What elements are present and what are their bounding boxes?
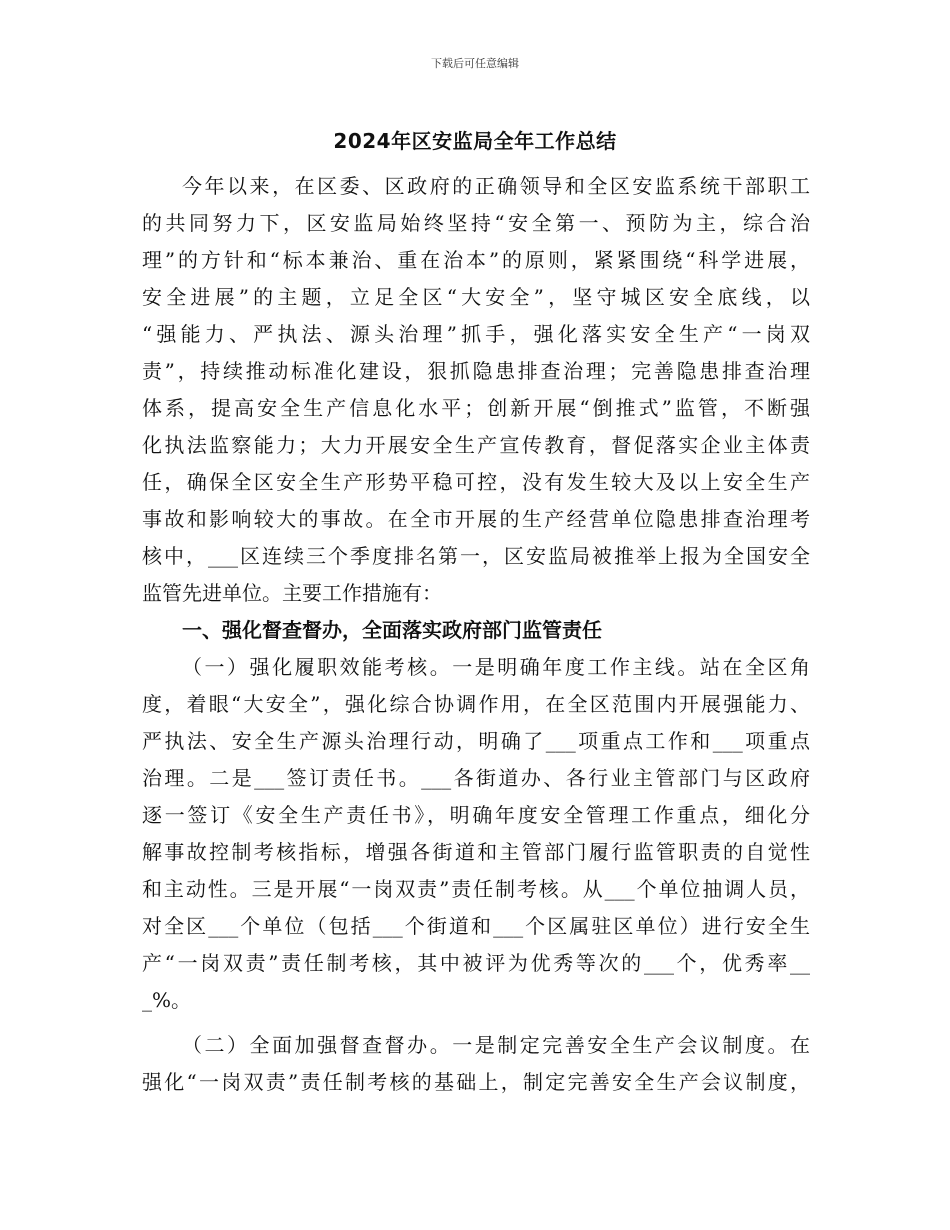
body-line: 强化“一岗双责”责任制考核的基础上，制定完善安全生产会议制度， [142, 1070, 810, 1094]
body-line: 核中，___区连续三个季度排名第一，区安监局被推举上报为全国安全 [142, 544, 810, 568]
body-line: 理”的方针和“标本兼治、重在治本”的原则，紧紧围绕“科学进展， [142, 248, 810, 272]
body-line: 任，确保全区安全生产形势平稳可控，没有发生较大及以上安全生产 [142, 470, 810, 494]
body-line: （一）强化履职效能考核。一是明确年度工作主线。站在全区角 [182, 655, 810, 679]
body-line: “强能力、严执法、源头治理”抓手，强化落实安全生产“一岗双 [142, 322, 810, 346]
body-line: 度，着眼“大安全”，强化综合协调作用，在全区范围内开展强能力、 [142, 692, 810, 716]
document-title: 2024年区安监局全年工作总结 [333, 129, 617, 153]
body-line: 逐一签订《安全生产责任书》，明确年度安全管理工作重点，细化分 [142, 803, 810, 827]
body-line: 今年以来，在区委、区政府的正确领导和全区安监系统干部职工 [182, 174, 810, 198]
body-line: （二）全面加强督查督办。一是制定完善安全生产会议制度。在 [182, 1033, 810, 1057]
body-line: 治理。二是___签订责任书。___各街道办、各行业主管部门与区政府 [142, 766, 810, 790]
body-line: 监管先进单位。主要工作措施有： [142, 581, 442, 605]
body-line: 安全进展”的主题，立足全区“大安全”，坚守城区安全底线，以 [142, 285, 810, 309]
body-line: 和主动性。三是开展“一岗双责”责任制考核。从___个单位抽调人员， [142, 877, 810, 901]
body-line: 化执法监察能力；大力开展安全生产宣传教育，督促落实企业主体责 [142, 433, 810, 457]
body-line: 的共同努力下，区安监局始终坚持“安全第一、预防为主，综合治 [142, 211, 810, 235]
paragraph-gap [142, 1019, 810, 1027]
section-heading: 一、强化督查督办，全面落实政府部门监管责任 [182, 618, 602, 642]
body-line: 事故和影响较大的事故。在全市开展的生产经营单位隐患排查治理考 [142, 507, 810, 531]
body-line: 严执法、安全生产源头治理行动，明确了___项重点工作和___项重点 [142, 729, 810, 753]
body-line: 对全区___个单位（包括___个街道和___个区属驻区单位）进行安全生 [142, 914, 810, 938]
body-line: 责”，持续推动标准化建设，狠抓隐患排查治理；完善隐患排查治理 [142, 359, 810, 383]
header-note: 下载后可任意编辑 [431, 57, 519, 70]
document-body [142, 168, 810, 1101]
body-line: _%。 [142, 988, 192, 1012]
body-line: 解事故控制考核指标，增强各街道和主管部门履行监管职责的自觉性 [142, 840, 810, 864]
body-line: 体系，提高安全生产信息化水平；创新开展“倒推式”监管，不断强 [142, 396, 810, 420]
body-line: 产“一岗双责”责任制考核，其中被评为优秀等次的___个，优秀率__ [142, 951, 810, 975]
